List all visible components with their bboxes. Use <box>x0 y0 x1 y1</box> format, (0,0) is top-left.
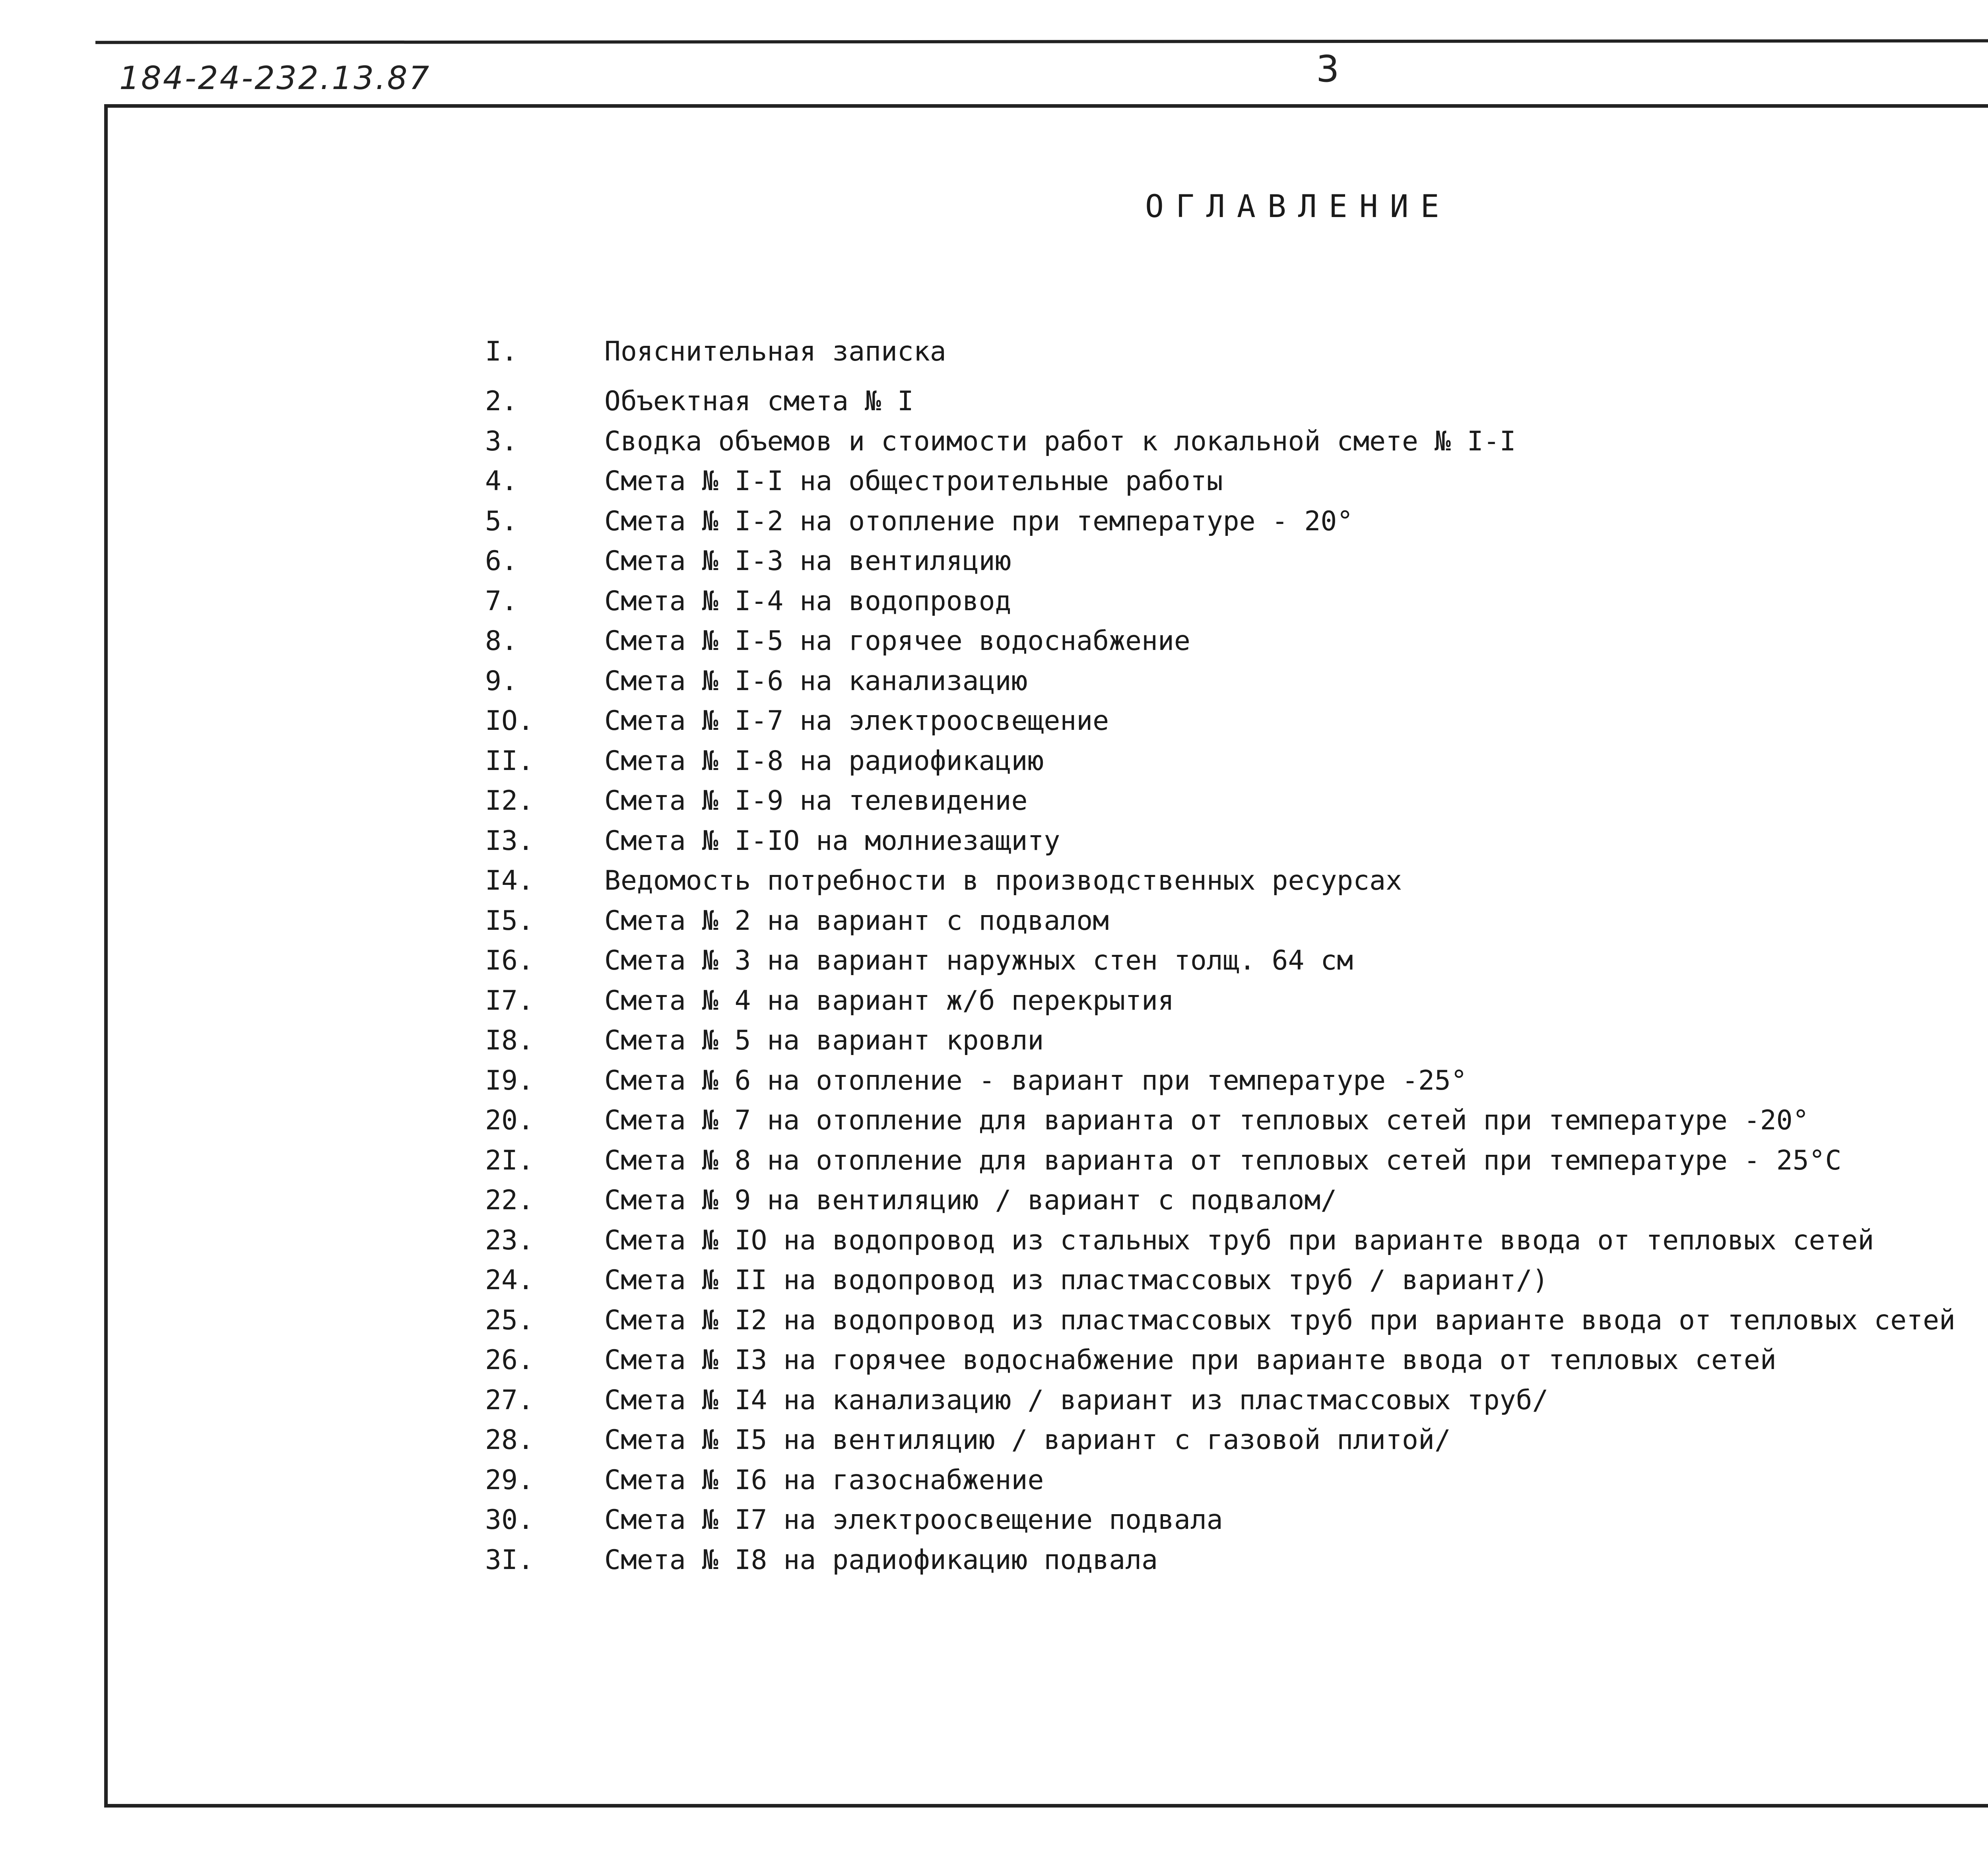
toc-entry <box>485 1101 1988 1140</box>
toc-entry-number: I4. <box>485 865 534 896</box>
toc-entry-title: Смета № II на водопровод из пластмассовых труб / вариант/) <box>604 1265 1549 1296</box>
page-number: 3 <box>1316 48 1340 90</box>
toc-entry-title: Смета № 7 на отопление для варианта от тепловых сетей при температуре -20° <box>604 1105 1809 1136</box>
toc-entry <box>485 781 1988 821</box>
toc-entry-number: 28. <box>485 1424 534 1456</box>
page-title: ОГЛАВЛЕНИЕ <box>1145 189 1451 225</box>
toc-entry-title: Смета № I-8 на радиофикацию <box>604 745 1044 777</box>
toc-entry-title: Смета № 3 на вариант наружных стен толщ. 64 см <box>604 945 1353 976</box>
toc-entry-number: II. <box>485 745 534 777</box>
toc-entry-number: 2I. <box>485 1145 534 1176</box>
toc-entry-number: 4. <box>485 465 518 497</box>
toc-entry <box>485 701 1988 741</box>
toc-entry-number: 24. <box>485 1265 534 1296</box>
toc-entry-number: 29. <box>485 1464 534 1496</box>
toc-entry <box>485 541 1988 581</box>
toc-entry-number: 3. <box>485 426 518 457</box>
toc-entry-title: Объектная смета № I <box>604 386 914 417</box>
toc-entry-number: I9. <box>485 1065 534 1096</box>
toc-entry-number: I8. <box>485 1025 534 1056</box>
toc-entry-title: Смета № I6 на газоснабжение <box>604 1464 1044 1496</box>
toc-entry-title: Смета № I-5 на горячее водоснабжение <box>604 625 1190 657</box>
toc-entry-title: Смета № IO на водопровод из стальных труб при варианте ввода от тепловых сетей <box>604 1225 1874 1256</box>
toc-entry-title: Смета № I8 на радиофикацию подвала <box>604 1544 1158 1576</box>
toc-entry <box>485 1301 1988 1340</box>
toc-entry-number: 30. <box>485 1504 534 1536</box>
toc-entry-title: Смета № I7 на электроосвещение подвала <box>604 1504 1223 1536</box>
toc-entry <box>485 382 1988 421</box>
toc-entry <box>485 1021 1988 1061</box>
toc-entry-title: Смета № I-IO на молниезащиту <box>604 825 1060 857</box>
toc-entry-title: Пояснительная записка <box>604 336 946 367</box>
toc-entry-title: Смета № I-7 на электроосвещение <box>604 705 1109 737</box>
toc-entry-title: Смета № 4 на вариант ж/б перекрытия <box>604 985 1174 1016</box>
toc-entry <box>485 1420 1988 1460</box>
toc-entry-number: 2. <box>485 386 518 417</box>
toc-entry-title: Смета № 8 на отопление для варианта от тепловых сетей при температуре - 25°C <box>604 1145 1842 1176</box>
toc-entry-title: Смета № 9 на вентиляцию / вариант с подвалом/ <box>604 1185 1337 1216</box>
toc-entry-title: Смета № I3 на горячее водоснабжение при варианте ввода от тепловых сетей <box>604 1344 1776 1376</box>
toc-entry-number: I5. <box>485 905 534 937</box>
toc-entry-title: Смета № I-4 на водопровод <box>604 586 1011 617</box>
toc-entry-title: Смета № I-6 на канализацию <box>604 665 1028 697</box>
toc-entry <box>485 621 1988 661</box>
toc-entry-number: I3. <box>485 825 534 857</box>
top-rule <box>95 39 1988 44</box>
toc-entry-number: 6. <box>485 545 518 577</box>
toc-entry <box>485 741 1988 781</box>
toc-entry-title: Смета № I4 на канализацию / вариант из пластмассовых труб/ <box>604 1385 1549 1416</box>
document-code: 184-24-232.13.87 <box>119 60 431 97</box>
toc-entry-number: 22. <box>485 1185 534 1216</box>
toc-entry-title: Смета № I-3 на вентиляцию <box>604 545 1011 577</box>
toc-entry-number: 27. <box>485 1385 534 1416</box>
toc-entry-number: I7. <box>485 985 534 1016</box>
toc-entry <box>485 1261 1988 1300</box>
toc-entry <box>485 661 1988 701</box>
toc-entry <box>485 582 1988 621</box>
toc-entry <box>485 821 1988 861</box>
toc-entry-title: Смета № 6 на отопление - вариант при температуре -25° <box>604 1065 1467 1096</box>
toc-entry-title: Смета № 5 на вариант кровли <box>604 1025 1044 1056</box>
toc-entry <box>485 332 1988 372</box>
toc-entry-title: Сводка объемов и стоимости работ к локальной смете № I-I <box>604 426 1516 457</box>
toc-entry <box>485 901 1988 941</box>
toc-entry <box>485 502 1988 541</box>
toc-entry-number: I. <box>485 336 518 367</box>
toc-entry <box>485 1181 1988 1220</box>
toc-entry <box>485 981 1988 1021</box>
toc-entry-number: IO. <box>485 705 534 737</box>
toc-entry-title: Смета № I2 на водопровод из пластмассовых труб при варианте ввода от тепловых сетей <box>604 1305 1955 1336</box>
toc-entry-number: 9. <box>485 665 518 697</box>
toc-entry <box>485 941 1988 981</box>
toc-entry-number: I6. <box>485 945 534 976</box>
toc-entry <box>485 462 1988 501</box>
toc-entry-number: 20. <box>485 1105 534 1136</box>
toc-entry-number: 23. <box>485 1225 534 1256</box>
toc-entry-title: Смета № I5 на вентиляцию / вариант с газовой плитой/ <box>604 1424 1451 1456</box>
toc-entry-number: 7. <box>485 586 518 617</box>
toc-entry-number: 25. <box>485 1305 534 1336</box>
toc-entry-number: 8. <box>485 625 518 657</box>
toc-entry-number: 5. <box>485 506 518 537</box>
toc-entry <box>485 1500 1988 1540</box>
toc-entry <box>485 1221 1988 1261</box>
toc-entry-number: I2. <box>485 785 534 817</box>
toc-entry <box>485 1061 1988 1101</box>
toc-entry <box>485 1141 1988 1181</box>
toc-entry-number: 26. <box>485 1344 534 1376</box>
toc-entry-title: Смета № 2 на вариант с подвалом <box>604 905 1109 937</box>
toc-entry-title: Смета № I-I на общестроительные работы <box>604 465 1223 497</box>
toc-entry <box>485 422 1988 462</box>
toc-entry <box>485 1340 1988 1380</box>
toc-entry-title: Смета № I-2 на отопление при температуре - 20° <box>604 506 1353 537</box>
toc-entry-number: 3I. <box>485 1544 534 1576</box>
toc-entry <box>485 1460 1988 1500</box>
toc-entry-title: Смета № I-9 на телевидение <box>604 785 1028 817</box>
toc-entry <box>485 1540 1988 1580</box>
toc-entry <box>485 1381 1988 1420</box>
toc-entry-title: Ведомость потребности в производственных ресурсах <box>604 865 1402 896</box>
toc-entry <box>485 861 1988 901</box>
